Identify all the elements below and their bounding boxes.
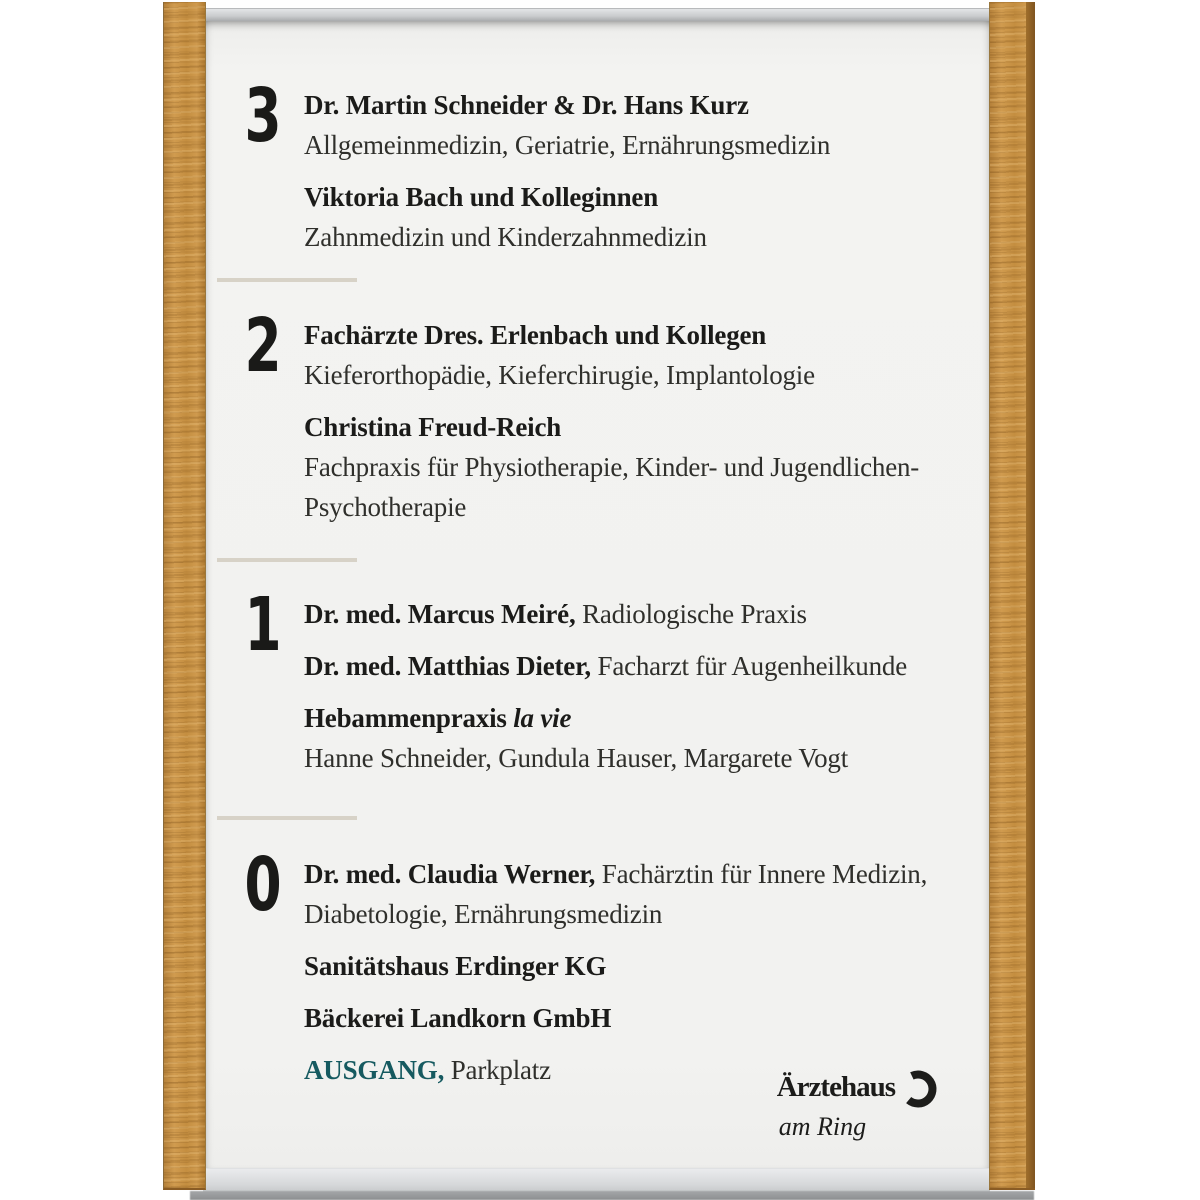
floor-number-1: 1 [244, 582, 282, 668]
sign-shadow [190, 1191, 1034, 1200]
wood-post-right [989, 2, 1035, 1190]
entry-name: Dr. med. Claudia Werner, [304, 859, 596, 889]
open-ring-icon [899, 1068, 939, 1112]
entry-name: Viktoria Bach und Kolleginnen [304, 182, 659, 212]
entry-line [304, 854, 998, 934]
floor-1-entries [304, 594, 954, 790]
entry-name: Bäckerei Landkorn GmbH [304, 1003, 612, 1033]
entry-name: Fachärzte Dres. Erlenbach und Kollegen [304, 320, 767, 350]
floor-0-entries [304, 854, 954, 1102]
entry-description: Fachärztin für Innere Medizin, Diabetologie, Ernährungsmedizin [304, 859, 928, 929]
directory-entry [304, 698, 954, 778]
floor-3-entries [304, 85, 954, 269]
entry-description: Zahnmedizin und Kinderzahnmedizin [304, 222, 707, 252]
directory-entry [304, 315, 954, 395]
floor-number-0: 0 [244, 842, 282, 928]
floor-2-entries [304, 315, 954, 539]
brand-logo [777, 1070, 939, 1142]
directory-panel [204, 21, 990, 1168]
directory-entry [304, 594, 954, 634]
directory-entry [304, 646, 954, 686]
entry-name: Dr. med. Matthias Dieter, [304, 651, 591, 681]
wood-post-left [163, 2, 206, 1190]
section-divider [217, 816, 357, 820]
logo-row [777, 1070, 939, 1112]
entry-description: Parkplatz [444, 1055, 551, 1085]
entry-description: Hanne Schneider, Gundula Hauser, Margarete Vogt [304, 743, 849, 773]
directory-entry [304, 85, 954, 165]
entry-description: Allgemeinmedizin, Geriatrie, Ernährungsmedizin [304, 130, 831, 160]
entry-description: Radiologische Praxis [575, 599, 807, 629]
floor-number-3: 3 [244, 73, 282, 159]
directory-entry [304, 177, 954, 257]
entry-name: Christina Freud-Reich [304, 412, 562, 442]
section-divider [217, 278, 357, 282]
logo-name: Ärztehaus [776, 1071, 895, 1103]
logo-subtitle: am Ring [778, 1112, 867, 1141]
entry-description: Fachpraxis für Physiotherapie, Kinder- und Jugendlichen-Psychotherapie [304, 452, 920, 522]
section-divider [217, 558, 357, 562]
directory-entry [304, 998, 954, 1038]
directory-entry [304, 854, 998, 934]
entry-name: Dr. Martin Schneider & Dr. Hans Kurz [304, 90, 749, 120]
entry-line [304, 594, 954, 634]
floor-number-2: 2 [244, 303, 282, 389]
aluminum-rail-bottom [203, 1168, 990, 1193]
directory-entry [304, 946, 954, 986]
entry-line [304, 646, 954, 686]
entry-name: Sanitätshaus Erdinger KG [304, 951, 607, 981]
entry-line [304, 698, 954, 738]
entry-name-italic: la vie [513, 703, 572, 733]
entry-name: Hebammenpraxis [304, 703, 514, 733]
exit-label: AUSGANG, [304, 1055, 445, 1085]
entry-description: Kieferorthopädie, Kieferchirugie, Implantologie [304, 360, 815, 390]
entry-name: Dr. med. Marcus Meiré, [304, 599, 576, 629]
directory-entry [304, 407, 954, 527]
entry-description: Facharzt für Augenheilkunde [590, 651, 907, 681]
